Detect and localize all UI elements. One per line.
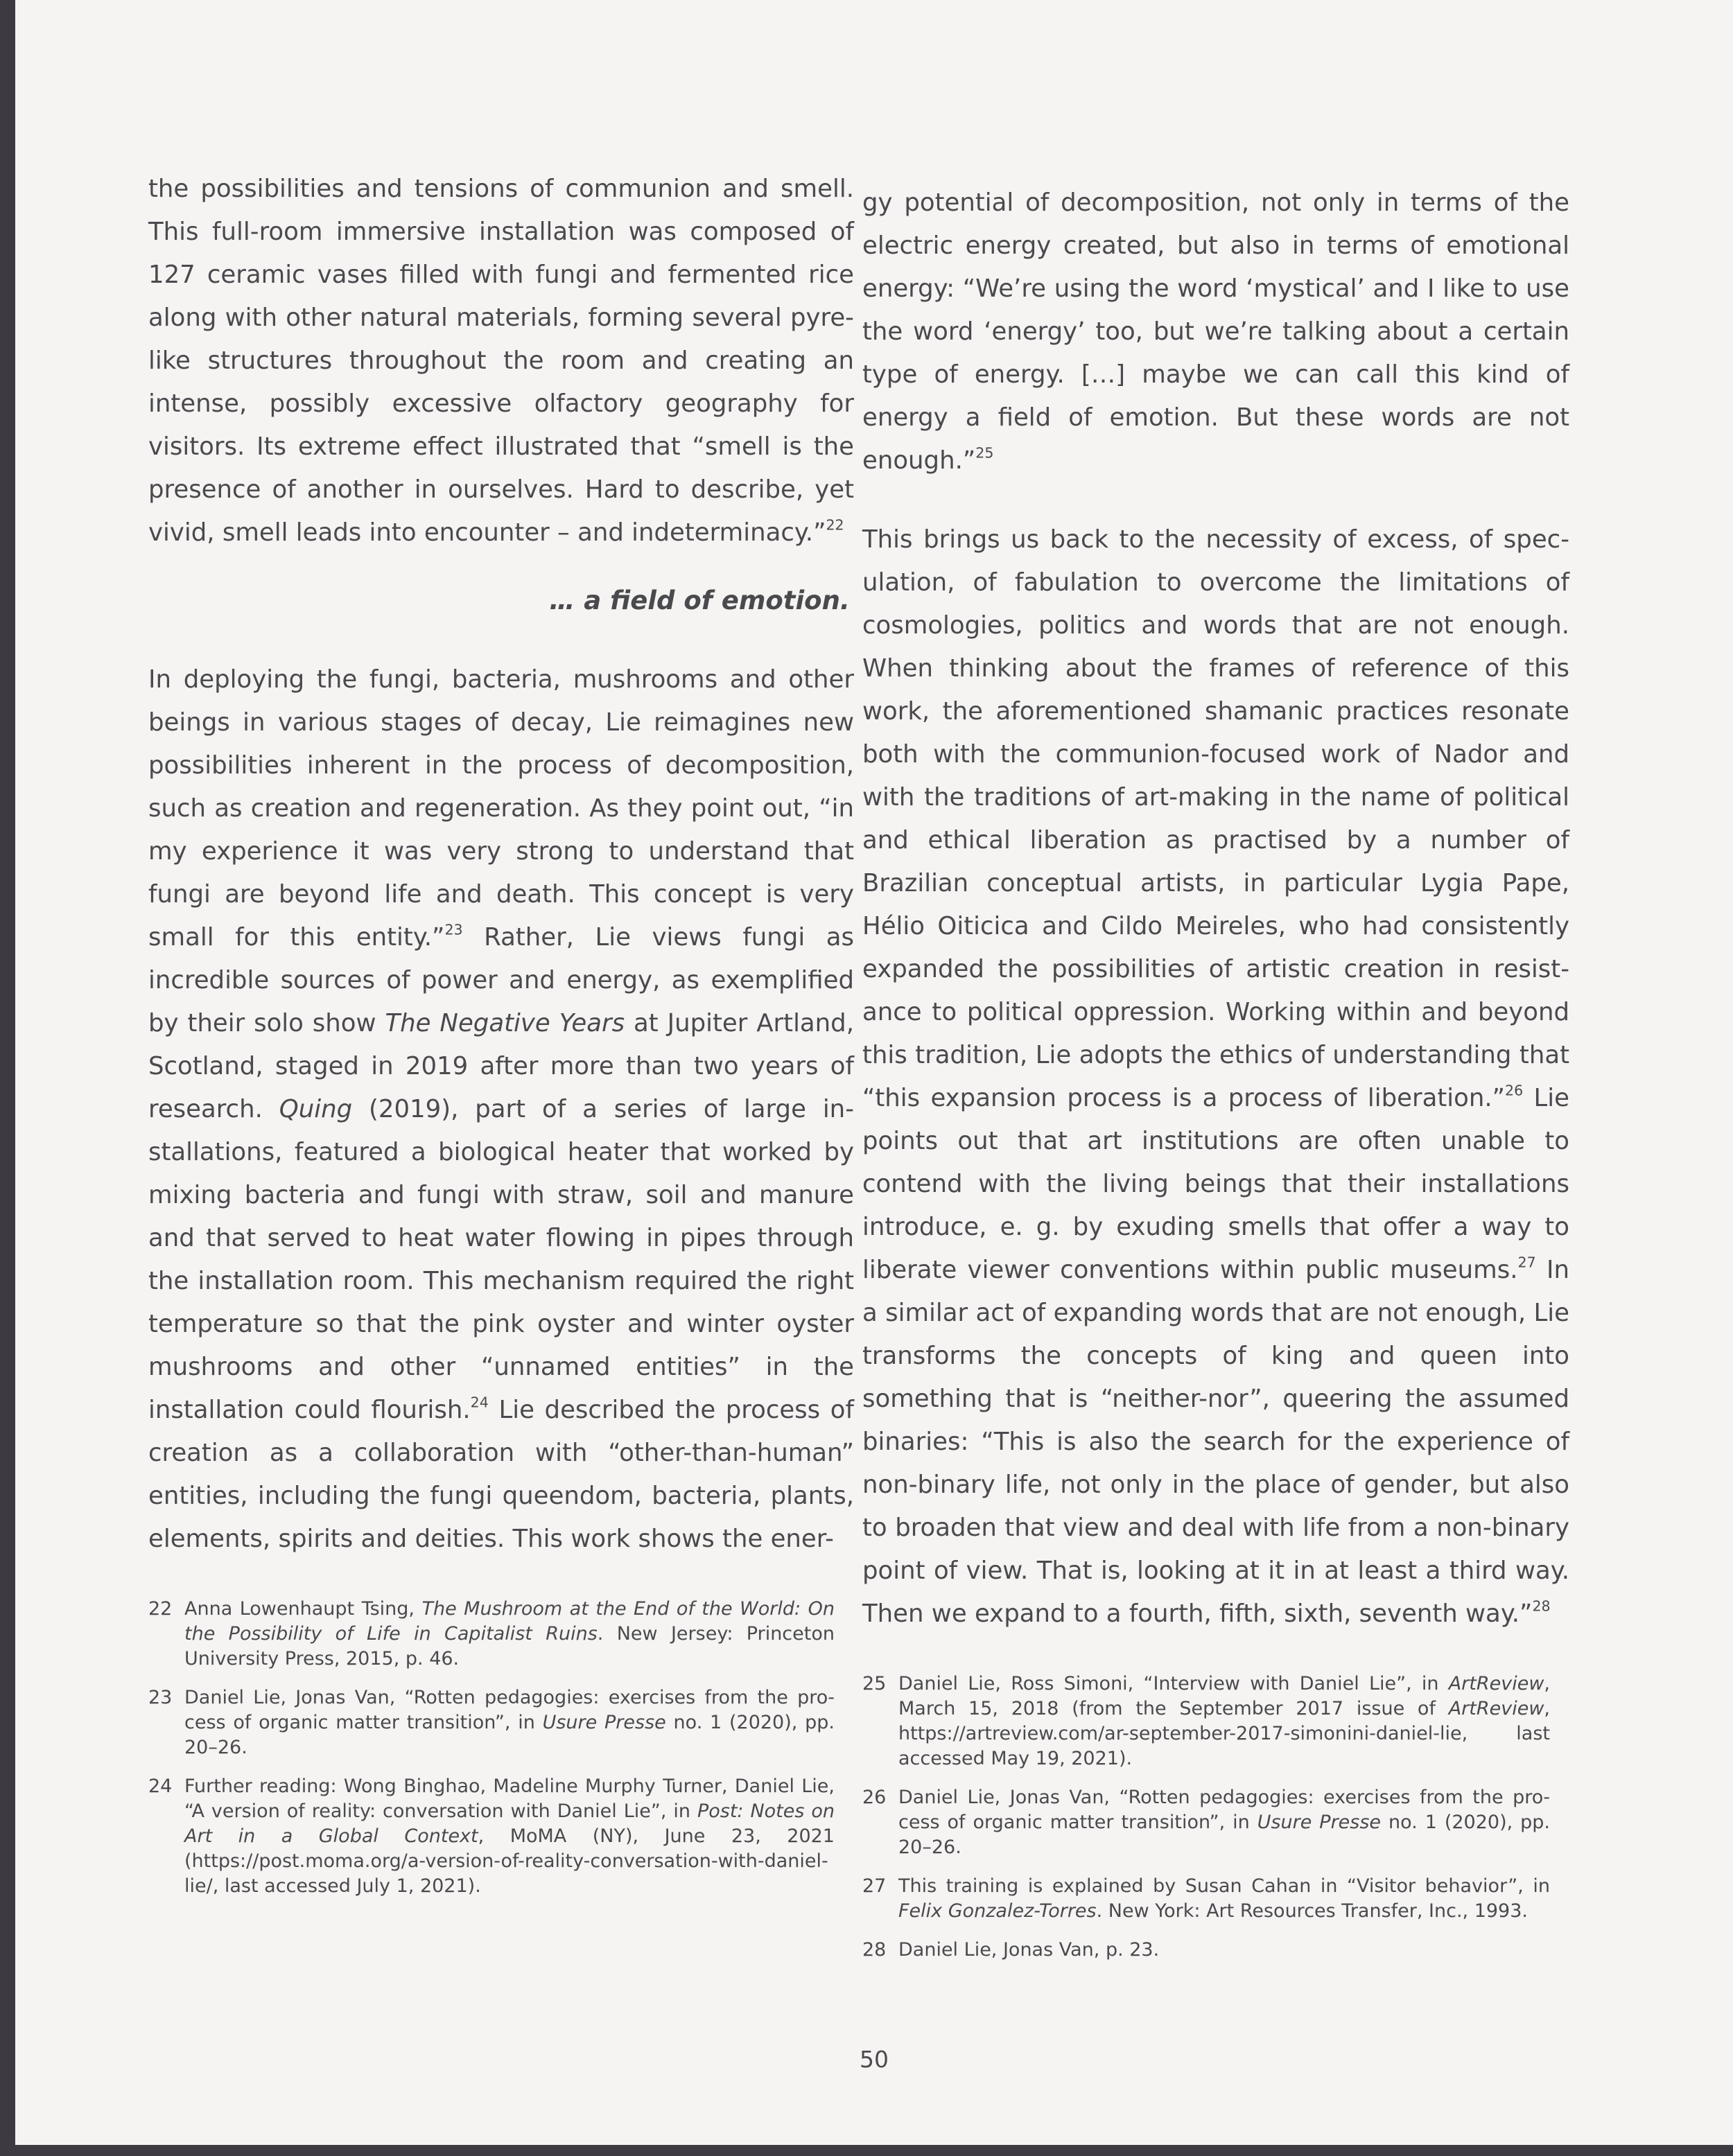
text-run: at Jupiter Artland, Scotland, staged in 2019 after more than two years of research. [148, 1009, 854, 1123]
footnote-text [898, 1874, 1569, 1924]
footnote-ref: 24 [470, 1394, 489, 1411]
section-heading: … a field of emotion. [549, 586, 850, 615]
footnote-number: 22 [148, 1598, 173, 1620]
left-column [148, 168, 854, 1913]
text-run: , MoMA (NY), June 23, 2021 (https://post.moma.org/a-version-of-reality-conversation-with-daniel-lie/, last accessed July 1, 2021). [184, 1825, 835, 1897]
text-run: no. 1 (2020), pp. 20–26. [898, 1812, 1550, 1858]
italic-text: Post: Notes on Art in a Global Context [184, 1800, 835, 1847]
footnote-ref: 27 [1517, 1254, 1536, 1271]
text-run: Daniel Lie, Ross Simoni, “Interview with Daniel Lie”, in [898, 1673, 1449, 1694]
book-page [15, 0, 1733, 2145]
paragraph [148, 168, 854, 554]
footnote-text [898, 1785, 1569, 1860]
paragraph [862, 182, 1569, 482]
text-run: . New Jersey: Princeton University Press, 2015, p. 46. [184, 1623, 835, 1669]
text-run: In deploying the fungi, bacteria, mushrooms and other beings in various stages of decay, Lie reimagines new possibilities inherent in the process of decomposition, such as creation and regeneration. As they point out, “in my experience it was very strong to understand that fungi are beyond life and death. This concept is very small for this entity.” [148, 665, 854, 952]
text-run: This brings us back to the necessity of excess, of speculation, of fabulation to overcome the limitations of cosmologies, politics and words that are not enough. When thinking about the frames of reference of this work, the aforementioned shamanic practices resonate both with the communion-focused work of Nador and with the traditions of art-making in the name of political and ethical liberation as practised by a number of Brazilian conceptual artists, in particular Lygia Pape, Hélio Oiticica and Cildo Meireles, who had consistently expanded the possibilities of artistic creation in resistance to political oppression. Working within and beyond this tradition, Lie adopts the ethics of understanding that “this expansion process is a process of liberation.” [862, 525, 1569, 1112]
text-run: Further reading: Wong Binghao, Madeline Murphy Turner, Daniel Lie, “A version of reality: conversation with Daniel Lie”, in [184, 1776, 835, 1822]
footnote-ref: 23 [444, 921, 463, 938]
footnote-number: 27 [862, 1875, 887, 1897]
footnote-number: 25 [862, 1673, 887, 1694]
italic-text: Felix Gonzalez-Torres [898, 1900, 1097, 1922]
text-run: In a similar act of expanding words that are not enough, Lie transforms the concepts of king and queen into something that is “neither-nor”, queering the assumed binaries: “This is also the search for the experience of non-binary life, not only in the place of gender, but also to broaden that view and deal with life from a non-binary point of view. That is, looking at it in at least a third way. Then we expand to a fourth, fifth, sixth, seventh way.” [862, 1256, 1569, 1628]
footnote-text [184, 1685, 854, 1760]
text-run: gy potential of decomposition, not only in terms of the electric energy created, but also in terms of emotional energy: “We’re using the word ‘mystical’ and I like to use the word ‘energy’ too, but we’re talking about a certain type of energy. […] maybe we can call this kind of energy a field of emotion. But these words are not enough.” [862, 189, 1569, 475]
right-column [862, 182, 1569, 1977]
footnote [862, 1874, 1569, 1924]
text-run: Rather, Lie views fungi as incredible sources of power and energy, as exemplified by their solo show [148, 923, 854, 1037]
footnote-number: 26 [862, 1787, 887, 1808]
footnote-text [184, 1774, 854, 1899]
text-run: Lie described the process of creation as a collaboration with “other-than-human” entities, including the fungi queendom, bacteria, plants, elements, spirits and deities. This work shows the ener- [148, 1396, 854, 1553]
footnote [862, 1938, 1569, 1963]
footnote [862, 1785, 1569, 1860]
italic-text: Usure Presse [1257, 1812, 1382, 1833]
footnote-text [898, 1672, 1569, 1771]
italic-text: The Negative Years [385, 1009, 625, 1037]
footnote-ref: 25 [975, 444, 994, 462]
text-run: This training is explained by Susan Cahan in “Visitor behavior”, in [898, 1875, 1550, 1897]
text-run: , March 15, 2018 (from the September 2017 issue of [898, 1673, 1550, 1719]
text-run: , https://artreview.com/ar-september-2017-simonini-daniel-lie, last accessed May 19, 2021). [898, 1698, 1550, 1769]
text-run: . New York: Art Resources Transfer, Inc., 1993. [1096, 1900, 1528, 1922]
footnote [862, 1672, 1569, 1771]
text-run: Daniel Lie, Jonas Van, p. 23. [898, 1939, 1160, 1961]
footnote-text [898, 1938, 1569, 1963]
text-run: the possibilities and tensions of communion and smell. This full-room immersive installation was composed of 127 ceramic vases filled with fungi and fermented rice along with other natural materials, forming several pyre-like structures throughout the room and creating an intense, possibly excessive olfactory geography for visitors. Its extreme effect illustrated that “smell is the presence of another in ourselves. Hard to describe, yet vivid, smell leads into encounter – and indeterminacy.” [148, 175, 854, 547]
italic-text: Quing [279, 1095, 353, 1123]
footnote-ref: 22 [826, 516, 844, 534]
italic-text: Usure Presse [542, 1712, 666, 1733]
text-run: Lie points out that art institutions are often unable to contend with the living beings that their installations introduce, e. g. by exuding smells that offer a way to liberate viewer conventions within public museums. [862, 1084, 1569, 1284]
footnote-ref: 26 [1505, 1082, 1524, 1099]
text-run: Daniel Lie, Jonas Van, “Rotten pedagogies: exercises from the process of organic matter transition”, in [184, 1687, 835, 1733]
italic-text: ArtReview [1448, 1673, 1544, 1694]
text-run: (2019), part of a series of large installations, featured a biological heater that worked by mixing bacteria and fungi with straw, soil and manure and that served to heat water flowing in pipes through the installation room. This mechanism required the right temperature so that the pink oyster and winter oyster mushrooms and other “unnamed entities” in the installation could flourish. [148, 1095, 854, 1424]
footnotes [862, 1672, 1569, 1963]
italic-text: ArtReview [1448, 1698, 1544, 1719]
footnote [148, 1774, 854, 1899]
footnote-number: 23 [148, 1687, 173, 1708]
text-run: no. 1 (2020), pp. 20–26. [184, 1712, 835, 1758]
footnote-text [184, 1597, 854, 1672]
footnote [148, 1685, 854, 1760]
footnotes [148, 1597, 854, 1899]
footnote-number: 28 [862, 1939, 887, 1961]
page-number: 50 [860, 2046, 889, 2073]
italic-text: The Mushroom at the End of the World: On the Possibility of Life in Capitalist Ruins [184, 1598, 835, 1645]
paragraph-gap [862, 482, 1569, 518]
paragraph [148, 658, 854, 1561]
footnote [148, 1597, 854, 1672]
text-run: Daniel Lie, Jonas Van, “Rotten pedagogies: exercises from the process of organic matter transition”, in [898, 1787, 1550, 1833]
text-run: Anna Lowenhaupt Tsing, [184, 1598, 422, 1620]
paragraph [862, 518, 1569, 1636]
footnote-number: 24 [148, 1776, 173, 1797]
footnote-ref: 28 [1532, 1597, 1551, 1615]
